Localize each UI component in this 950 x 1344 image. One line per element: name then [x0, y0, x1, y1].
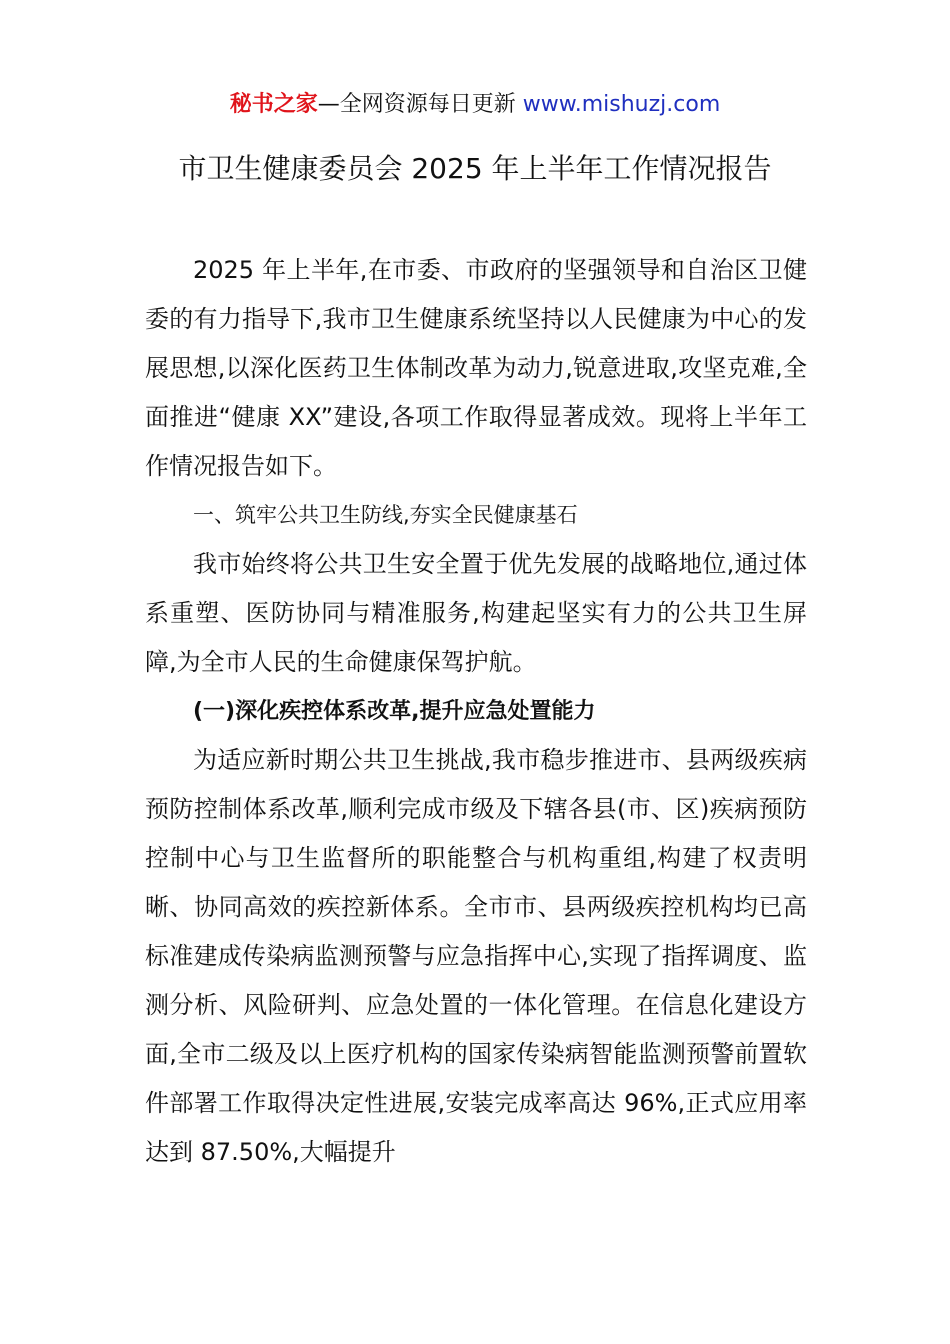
- subsection-heading-1: (一)深化疾控体系改革,提升应急处置能力: [193, 699, 596, 724]
- site-url-link[interactable]: www.mishuzj.com: [522, 92, 721, 117]
- header-separator: —: [317, 92, 340, 117]
- document-body: [145, 246, 807, 1177]
- section-heading-1: 一、筑牢公共卫生防线,夯实全民健康基石: [193, 503, 578, 527]
- document-title: 市卫生健康委员会 2025 年上半年工作情况报告: [178, 152, 772, 185]
- brand-name: 秘书之家: [229, 92, 318, 117]
- header-tagline: 全网资源每日更新: [339, 92, 523, 117]
- paragraph-subsection-1: 为适应新时期公共卫生挑战,我市稳步推进市、县两级疾病预防控制体系改革,顺利完成市级及下辖各县(市、区)疾病预防控制中心与卫生监督所的职能整合与机构重组,构建了权责明晰、协同高效的疾控新体系。全市市、县两级疾控机构均已高标准建成传染病监测预警与应急指挥中心,实现了指挥调度、监测分析、风险研判、应急处置的一体化管理。在信息化建设方面,全市二级及以上医疗机构的国家传染病智能监测预警前置软件部署工作取得决定性进展,安装完成率高达 96%,正式应用率达到 87.50%,大幅提升: [145, 746, 807, 1166]
- site-header: [0, 88, 950, 122]
- paragraph-section-1: 我市始终将公共卫生安全置于优先发展的战略地位,通过体系重塑、医防协同与精准服务,构建起坚实有力的公共卫生屏障,为全市人民的生命健康保驾护航。: [145, 550, 807, 676]
- paragraph-intro: 2025 年上半年,在市委、市政府的坚强领导和自治区卫健委的有力指导下,我市卫生健康系统坚持以人民健康为中心的发展思想,以深化医药卫生体制改革为动力,锐意进取,攻坚克难,全面推进“健康 XX”建设,各项工作取得显著成效。现将上半年工作情况报告如下。: [145, 256, 807, 480]
